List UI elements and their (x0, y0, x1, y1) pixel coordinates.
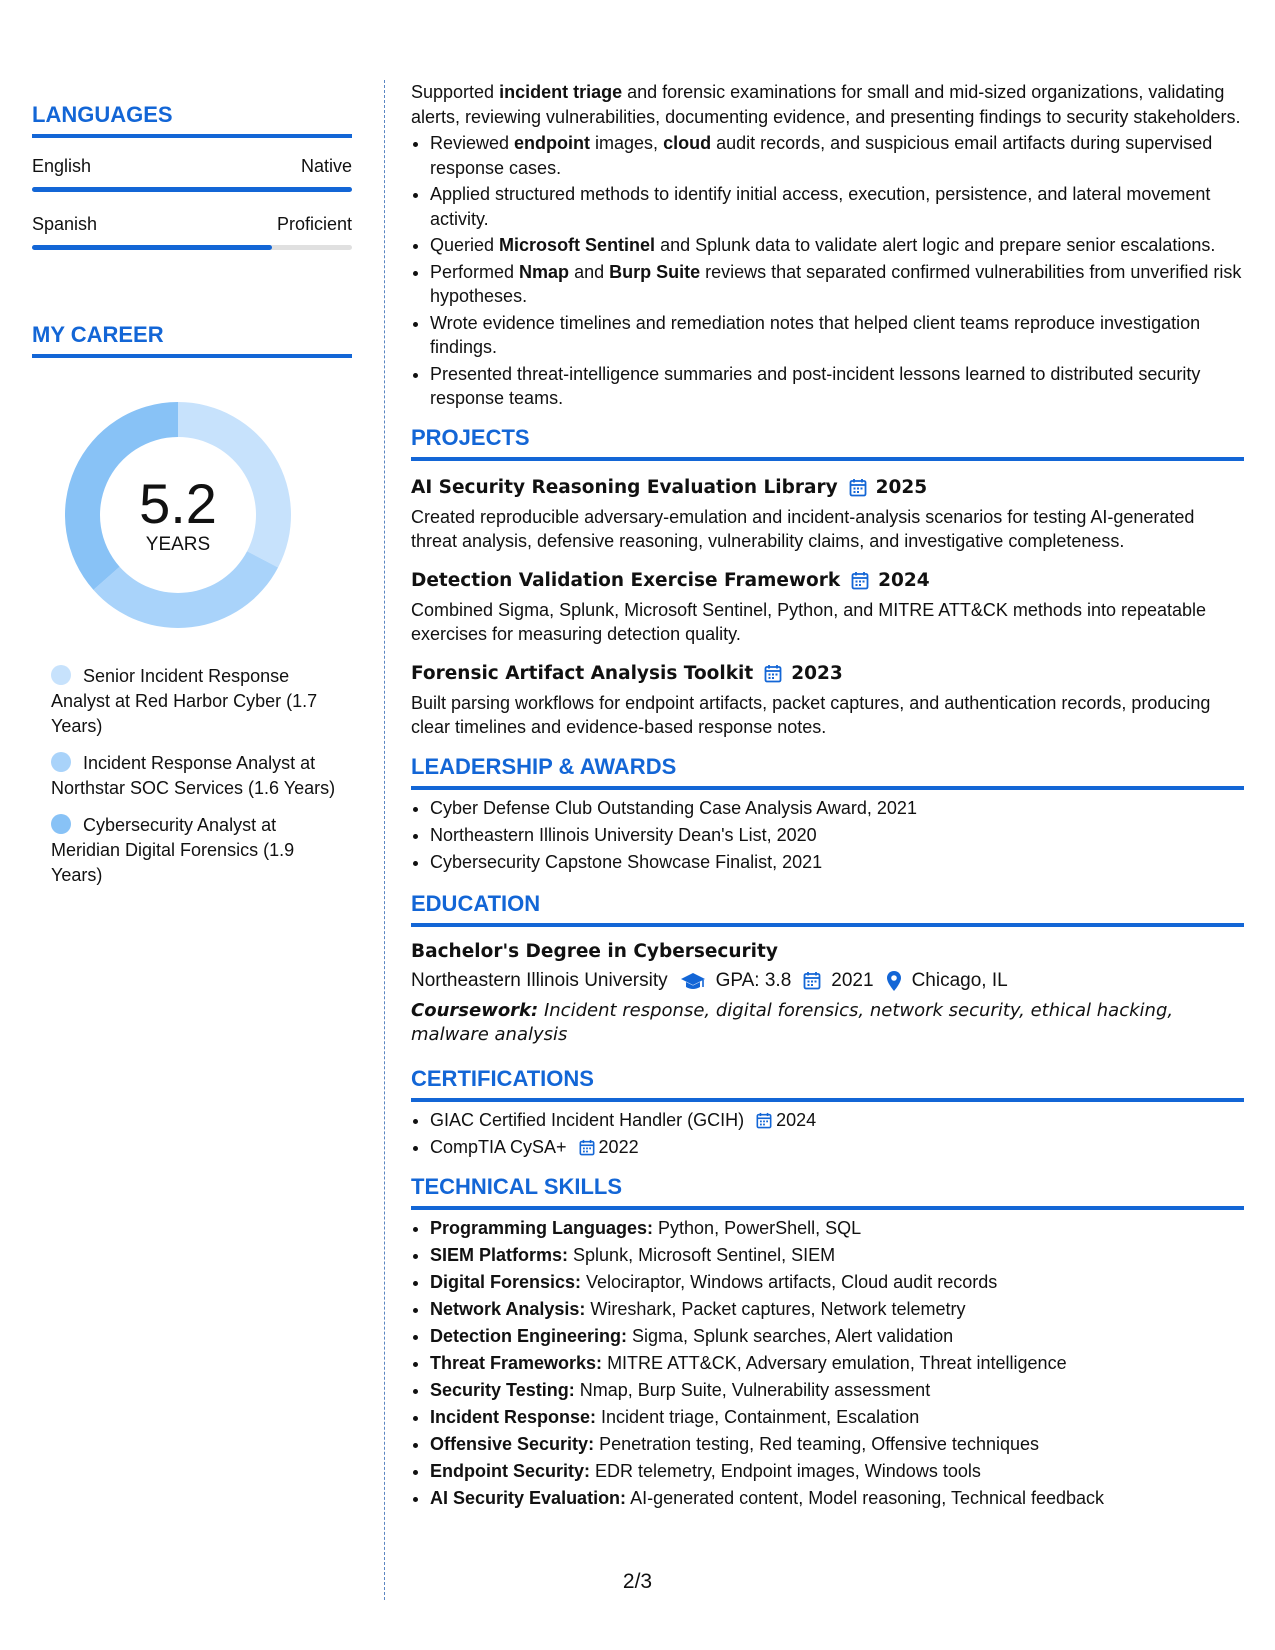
experience-bullet (430, 260, 1244, 309)
coursework (411, 999, 1244, 1048)
language-name: English (32, 156, 92, 176)
skill-item (430, 1432, 1244, 1457)
bullet-text: Presented threat-intelligence summaries and post-incident lessons learned to distributed security response teams. (430, 363, 1201, 408)
calendar-icon (851, 571, 869, 590)
skill-category: Endpoint Security: (430, 1460, 591, 1481)
skill-item (430, 1297, 1244, 1322)
bullet-text: images, (590, 133, 664, 153)
certifications-list (411, 1108, 1244, 1160)
skill-category: Detection Engineering: (430, 1325, 628, 1346)
career-total-years: 5.2 (139, 472, 217, 535)
bullet-text: audit records, and suspicious email artifacts during supervised response cases. (430, 133, 1213, 178)
project-name: Detection Validation Exercise Framework (411, 569, 841, 591)
career-donut-chart (65, 402, 291, 628)
certification-name: • GIAC Certified Incident Handler (GCIH) (430, 1109, 745, 1130)
certification-year: 2024 (776, 1109, 817, 1130)
calendar-icon (756, 1112, 772, 1129)
skill-category: Incident Response: (430, 1406, 597, 1427)
leadership-heading: LEADERSHIP & AWARDS (411, 754, 1244, 790)
project-item (411, 568, 1244, 647)
experience-bullet (430, 233, 1244, 258)
school-location: Chicago, IL (911, 969, 1008, 991)
legend-label: Cybersecurity Analyst at Meridian Digital Forensics (1.9 Years) (51, 815, 295, 885)
certification-item (430, 1108, 1244, 1133)
leadership-section (411, 754, 1244, 875)
bullet-text: Applied structured methods to identify initial access, execution, persistence, and lateral movement activity. (430, 184, 1211, 229)
language-name: Spanish (32, 214, 98, 234)
projects-heading: PROJECTS (411, 425, 1244, 461)
skill-category: Offensive Security: (430, 1433, 595, 1454)
languages-heading: LANGUAGES (32, 102, 352, 138)
legend-label: Incident Response Analyst at Northstar SOC Services (1.6 Years) (51, 753, 336, 798)
skills-heading: TECHNICAL SKILLS (411, 1174, 1244, 1210)
location-pin-icon (886, 970, 902, 992)
skill-values: Penetration testing, Red teaming, Offensive techniques (594, 1433, 1039, 1454)
bullet-text: reviews that separated confirmed vulnerabilities from unverified risk hypotheses. (430, 261, 1242, 306)
language-item (32, 156, 352, 192)
calendar-icon (803, 971, 821, 990)
graduation-cap-icon (680, 971, 706, 991)
certifications-section (411, 1066, 1244, 1160)
leadership-item: • Cybersecurity Capstone Showcase Finalist, 2021 (430, 850, 1244, 875)
skill-item (430, 1324, 1244, 1349)
skill-item (430, 1243, 1244, 1268)
projects-section (411, 425, 1244, 740)
left-column (32, 80, 352, 900)
skill-values: Incident triage, Containment, Escalation (596, 1406, 920, 1427)
skills-section (411, 1174, 1244, 1511)
career-years-label: YEARS (145, 534, 211, 555)
certification-item (430, 1135, 1244, 1160)
skill-item (430, 1405, 1244, 1430)
skill-category: Network Analysis: (430, 1298, 586, 1319)
experience-bullets (411, 131, 1244, 411)
right-column (411, 80, 1244, 1513)
project-name: AI Security Reasoning Evaluation Library (411, 476, 838, 498)
summary-text: Supported (411, 82, 500, 102)
career-legend-item (51, 813, 341, 888)
skill-item (430, 1378, 1244, 1403)
skill-values: Velociraptor, Windows artifacts, Cloud audit records (581, 1271, 998, 1292)
bullet-text: Wrote evidence timelines and remediation notes that helped client teams reproduce investigation findings. (430, 312, 1201, 357)
education-section (411, 891, 1244, 1048)
leadership-item: • Northeastern Illinois University Dean's List, 2020 (430, 823, 1244, 848)
experience-bullet (430, 311, 1244, 360)
skill-item (430, 1351, 1244, 1376)
project-description: Combined Sigma, Splunk, Microsoft Sentinel, Python, and MITRE ATT&CK methods into repeatable exercises for measuring detection quality. (411, 599, 1207, 644)
project-description: Built parsing workflows for endpoint artifacts, packet captures, and authentication records, producing clear timelines and evidence-based response notes. (411, 692, 1211, 737)
language-level-bar (32, 187, 352, 192)
bullet-emphasis: Microsoft Sentinel (499, 235, 656, 255)
career-section (32, 322, 352, 888)
legend-dot (51, 814, 71, 834)
calendar-icon (764, 664, 782, 683)
legend-label: Senior Incident Response Analyst at Red Harbor Cyber (1.7 Years) (51, 666, 318, 736)
leadership-list (411, 796, 1244, 875)
bullet-emphasis: cloud (663, 133, 712, 153)
career-legend-item (51, 664, 341, 739)
bullet-text: Queried (430, 235, 500, 255)
skill-values: Sigma, Splunk searches, Alert validation (627, 1325, 954, 1346)
bullet-text: and (569, 261, 610, 282)
skill-category: Digital Forensics: (430, 1271, 582, 1292)
skill-values: Splunk, Microsoft Sentinel, SIEM (568, 1244, 836, 1265)
legend-dot (51, 752, 71, 772)
language-level: Proficient (276, 214, 352, 234)
language-item (32, 214, 352, 250)
language-level-fill (32, 245, 272, 250)
skill-values: AI-generated content, Model reasoning, Technical feedback (626, 1487, 1105, 1508)
experience-bullet (430, 182, 1244, 231)
skill-item (430, 1486, 1244, 1511)
project-year: 2023 (791, 662, 843, 684)
education-meta (411, 967, 1244, 995)
skills-list (411, 1216, 1244, 1511)
skill-category: Programming Languages: (430, 1217, 654, 1238)
degree-title: Bachelor's Degree in Cybersecurity (411, 940, 778, 962)
summary-text: and forensic examinations for small and mid-sized organizations, validating alerts, reviewing vulnerabilities, documenting evidence, and presenting findings to security stakeholders. (411, 82, 1241, 127)
certification-year: 2022 (598, 1136, 639, 1157)
language-level-fill (32, 187, 352, 192)
skill-values: Nmap, Burp Suite, Vulnerability assessment (574, 1379, 931, 1400)
column-divider (384, 80, 385, 1600)
project-description: Created reproducible adversary-emulation and incident-analysis scenarios for testing AI-generated threat analysis, defensive reasoning, vulnerability claims, and investigative completeness. (411, 506, 1195, 551)
bullet-emphasis: Burp Suite (609, 261, 701, 282)
project-item (411, 661, 1244, 740)
experience-bullet (430, 362, 1244, 411)
career-legend (51, 664, 341, 888)
skill-values: MITRE ATT&CK, Adversary emulation, Threat intelligence (602, 1352, 1067, 1373)
skill-values: EDR telemetry, Endpoint images, Windows tools (590, 1460, 981, 1481)
certification-name: • CompTIA CySA+ (430, 1136, 567, 1157)
calendar-icon (579, 1139, 595, 1156)
language-level: Native (300, 156, 352, 176)
project-item (411, 475, 1244, 554)
experience-bullet (430, 131, 1244, 180)
leadership-item: • Cyber Defense Club Outstanding Case Analysis Award, 2021 (430, 796, 1244, 821)
summary-emphasis: incident triage (499, 82, 623, 102)
skill-values: Python, PowerShell, SQL (653, 1217, 862, 1238)
graduation-year: 2021 (831, 969, 874, 991)
bullet-emphasis: endpoint (514, 133, 591, 153)
certifications-heading: CERTIFICATIONS (411, 1066, 1244, 1102)
education-heading: EDUCATION (411, 891, 1244, 927)
page-number: 2/3 (622, 1570, 653, 1593)
bullet-text: Performed (430, 261, 520, 282)
skill-item (430, 1459, 1244, 1484)
experience-summary (411, 80, 1244, 129)
skill-category: SIEM Platforms: (430, 1244, 569, 1265)
languages-section (32, 102, 352, 250)
project-year: 2025 (875, 476, 928, 498)
donut-segment-2 (93, 551, 278, 628)
career-heading: MY CAREER (32, 322, 352, 358)
skill-item (430, 1270, 1244, 1295)
skill-category: AI Security Evaluation: (430, 1487, 627, 1508)
school-name: Northeastern Illinois University (411, 969, 668, 991)
coursework-text: Incident response, digital forensics, network security, ethical hacking, malware analysis (411, 999, 1174, 1045)
project-year: 2024 (878, 569, 930, 591)
career-legend-item (51, 751, 341, 801)
skill-values: Wireshark, Packet captures, Network telemetry (585, 1298, 966, 1319)
legend-dot (51, 665, 71, 685)
language-level-bar (32, 245, 352, 250)
calendar-icon (849, 478, 867, 497)
bullet-emphasis: Nmap (519, 261, 570, 282)
bullet-text: Reviewed (430, 133, 515, 153)
coursework-label: Coursework: (411, 999, 539, 1021)
project-name: Forensic Artifact Analysis Toolkit (411, 662, 754, 684)
skill-category: Security Testing: (430, 1379, 575, 1400)
skill-category: Threat Frameworks: (430, 1352, 603, 1373)
bullet-text: and Splunk data to validate alert logic and prepare senior escalations. (655, 235, 1216, 255)
gpa: GPA: 3.8 (715, 969, 792, 991)
skill-item (430, 1216, 1244, 1241)
